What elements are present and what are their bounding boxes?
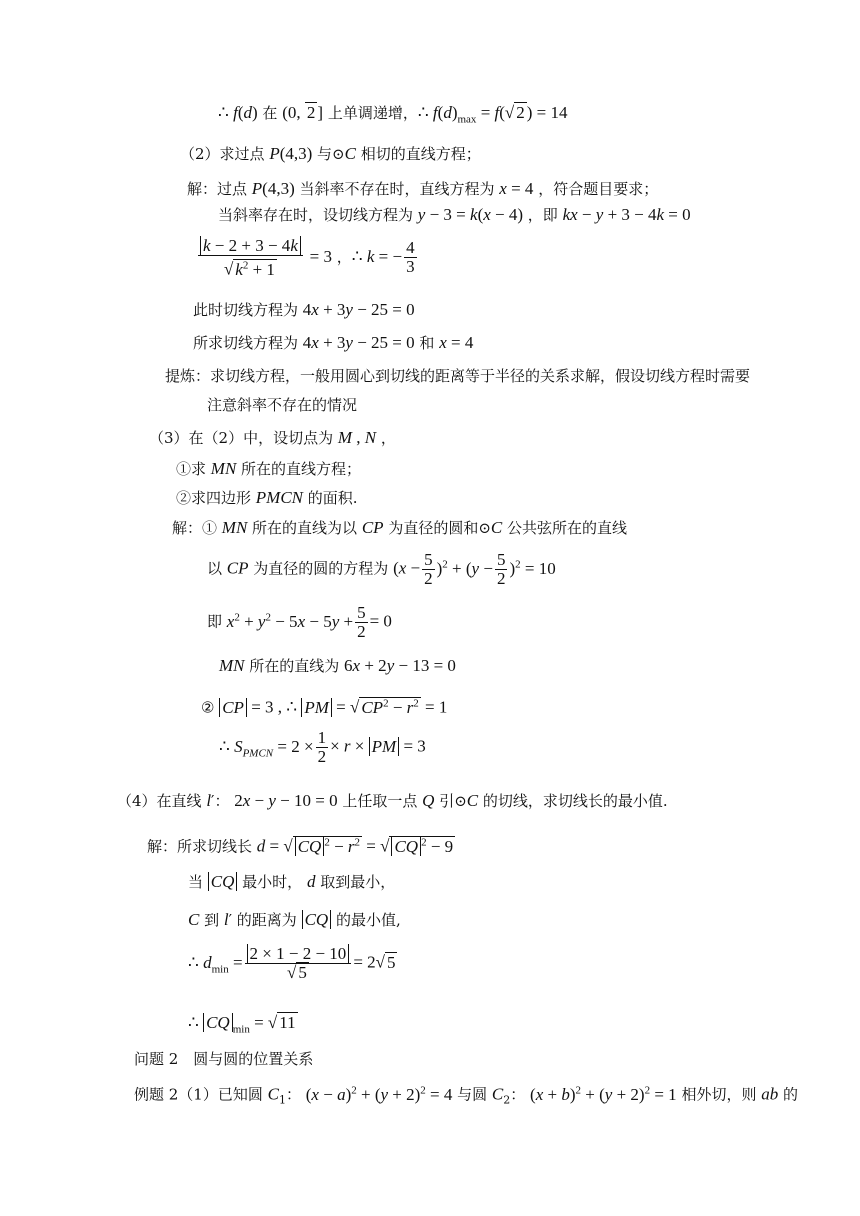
line-14: 以 CP 为直径的圆的方程为 (x − $\frac{5}{2}$ )$^2$ + (y − $\frac{5}{2}$ )$^2$ = 10 [207, 550, 556, 588]
line-8: 提炼：求切线方程，一般用圆心到切线的距离等于半径的关系求解，假设切线方程时需要 [165, 367, 751, 385]
line-19: （4）在直线 l′： 2x − y − 10 = 0 上任取一点 Q 引⊙C 的切线，求切线长的最小值. [117, 791, 668, 810]
line-7: 所求切线方程为 4x + 3y − 25 = 0 和 x = 4 [193, 333, 474, 352]
line-23: ∴ $d_{min}$ = $\frac{2 \times 1 - 2 - 10}{√ 5}$ = 2√ 5 [188, 944, 396, 982]
line-10: （3）在（2）中，设切点为 M , N ， [149, 428, 396, 447]
line-18: ∴ $S_{PMCN} = 2$ × $\frac{1}{2}$ × r × PM = 3 [219, 728, 426, 766]
line-20: 解：所求切线长 d = √ CQ $^2 - r^2$ = √ CQ $^2$ − 9 [147, 836, 454, 856]
line-26: 例题 2（1）已知圆 $C_1$： $(x - a)^2 + (y + 2)^2 = 4$ 与圆 $C_2$： $(x + b)^2 + (y + 2)^2 = 1$ 相外切，则 ab 的 [134, 1084, 798, 1107]
line-16: MN 所在的直线为 6x + 2y − 13 = 0 [219, 656, 456, 675]
line-17: ② CP = 3 , ∴ PM = √ $CP^2 - r^2 = 1$ [201, 697, 448, 717]
line-2: （2）求过点 P(4,3) 与⊙C 相切的直线方程； [180, 144, 481, 163]
line-11: ①求 MN 所在的直线方程； [176, 459, 362, 478]
line-22: C 到 l′ 的距离为 CQ 的最小值, [188, 910, 401, 929]
line-15: 即 $x^2 + y^2 - 5x - 5y$ + $\frac{5}{2}$ = 0 [207, 603, 392, 641]
line-9: 注意斜率不存在的情况 [207, 396, 358, 414]
line-5: $\frac{k - 2 + 3 - 4k}{√ k^2 + 1}$ = 3 ，∴ k = − $\frac{4}{3}$ [196, 237, 419, 279]
line-21: 当 CQ 最小时， d 取到最小， [188, 872, 396, 891]
line-1: ∴ f(d) 在 (0, 2 ] 上单调递增，∴ $f(d)_{max} = f(√$ 2 ) = 14 [218, 103, 568, 126]
line-24: ∴ CQ $_{min}$ = √ 11 [188, 1013, 296, 1036]
line-6: 此时切线方程为 4x + 3y − 25 = 0 [193, 300, 415, 319]
line-4: 当斜率存在时，设切线方程为 y − 3 = k(x − 4) ，即 kx − y + 3 − 4k = 0 [218, 205, 691, 224]
line-3: 解：过点 P(4,3) 当斜率不存在时，直线方程为 x = 4 ，符合题目要求； [187, 179, 659, 198]
line-13: 解：① MN 所在的直线为以 CP 为直径的圆和⊙C 公共弦所在的直线 [172, 518, 628, 537]
line-25: 问题 2 圆与圆的位置关系 [134, 1050, 314, 1068]
line-12: ②求四边形 PMCN 的面积. [176, 488, 358, 507]
